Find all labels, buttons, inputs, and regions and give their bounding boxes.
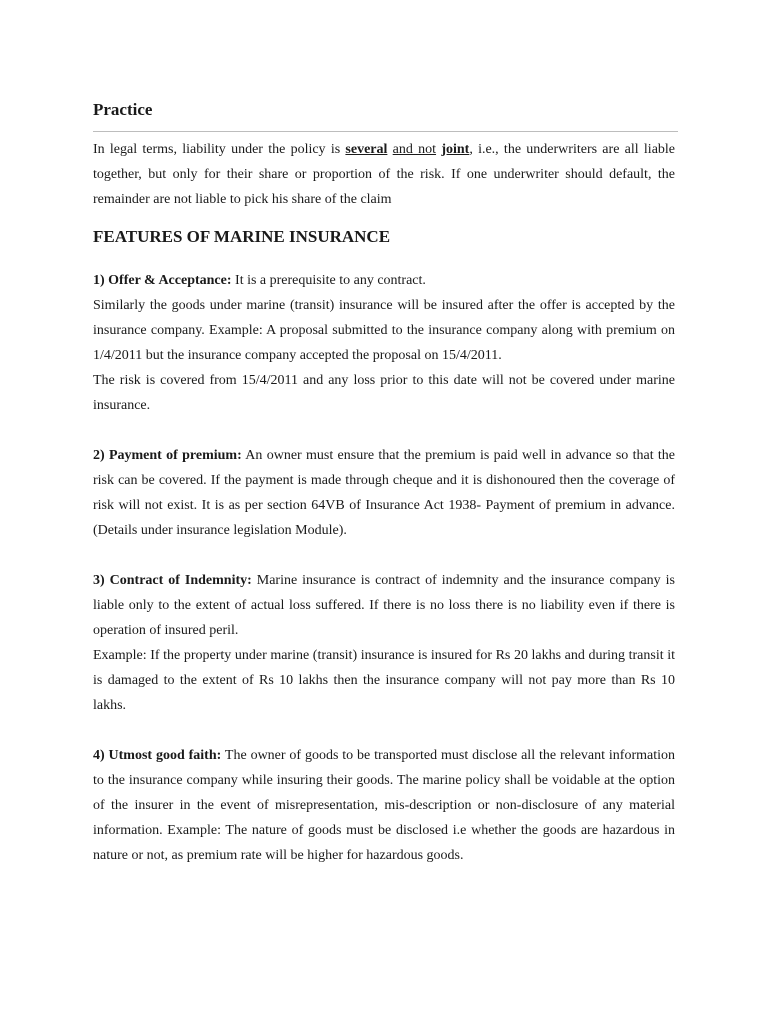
feature-lead [93,568,675,643]
term-and-not: and not [392,142,437,157]
feature-lead-text: The owner of goods to be transported must disclose all the relevant information to the insurance company while insuring their goods. The marine policy shall be voidable at the option of the insurer in the event of misrepresentation, mis-description or non-disclosure of any material information. Example: The nature of goods must be disclosed i.e whether the goods are hazardous in nature or not, as premium rate will be higher for hazardous goods. [93,748,675,863]
feature-lead-text: It is a prerequisite to any contract. [231,273,426,288]
feature-lead-text: Marine insurance is contract of indemnity and the insurance company is liable only to the extent of actual loss suffered. If there is no loss there is no liability even if there is operation of insured peril. [93,573,675,638]
feature-lead-text: An owner must ensure that the premium is paid well in advance so that the risk can be covered. If the payment is made through cheque and it is dishonoured then the coverage of risk will not exist. It is as per section 64VB of Insurance Act 1938- Payment of premium in advance.(Details under insurance legislation Module). [93,448,675,538]
term-joint: joint [441,142,470,157]
feature-label: 3) Contract of Indemnity: [93,573,252,588]
feature-label: 2) Payment of premium: [93,448,242,463]
term-several: several [345,142,388,157]
feature-body-2: The risk is covered from 15/4/2011 and any loss prior to this date will not be covered under marine insurance. [93,373,675,413]
feature-payment-premium [93,443,675,543]
feature-offer-acceptance [93,268,675,418]
practice-text-start: In legal terms, liability under the policy is [93,142,346,157]
practice-text-end: , i.e., the underwriters are all liable together, but only for their share or proportion of the risk. If one underwriter should default, the remainder are not liable to pick his share of the claim [93,142,676,207]
feature-utmost-good-faith [93,743,675,868]
feature-body: Similarly the goods under marine (transit) insurance will be insured after the offer is accepted by the insurance company. Example: A proposal submitted to the insurance company along with premium on 1/4/2011 but the insurance company accepted the proposal on 15/4/2011. [93,298,675,363]
practice-paragraph [93,137,675,212]
feature-label: 4) Utmost good faith: [93,748,222,763]
feature-contract-indemnity [93,568,675,718]
practice-heading: Practice [93,100,153,119]
feature-lead [93,443,675,543]
document-page [93,98,675,893]
feature-lead [93,268,675,293]
feature-lead [93,743,675,868]
heading-divider [93,131,678,132]
feature-label: 1) Offer & Acceptance: [93,273,232,288]
features-heading: FEATURES OF MARINE INSURANCE [93,227,391,246]
feature-body: Example: If the property under marine (transit) insurance is insured for Rs 20 lakhs and during transit it is damaged to the extent of Rs 10 lakhs then the insurance company will not pay more than Rs 10 lakhs. [93,648,675,713]
